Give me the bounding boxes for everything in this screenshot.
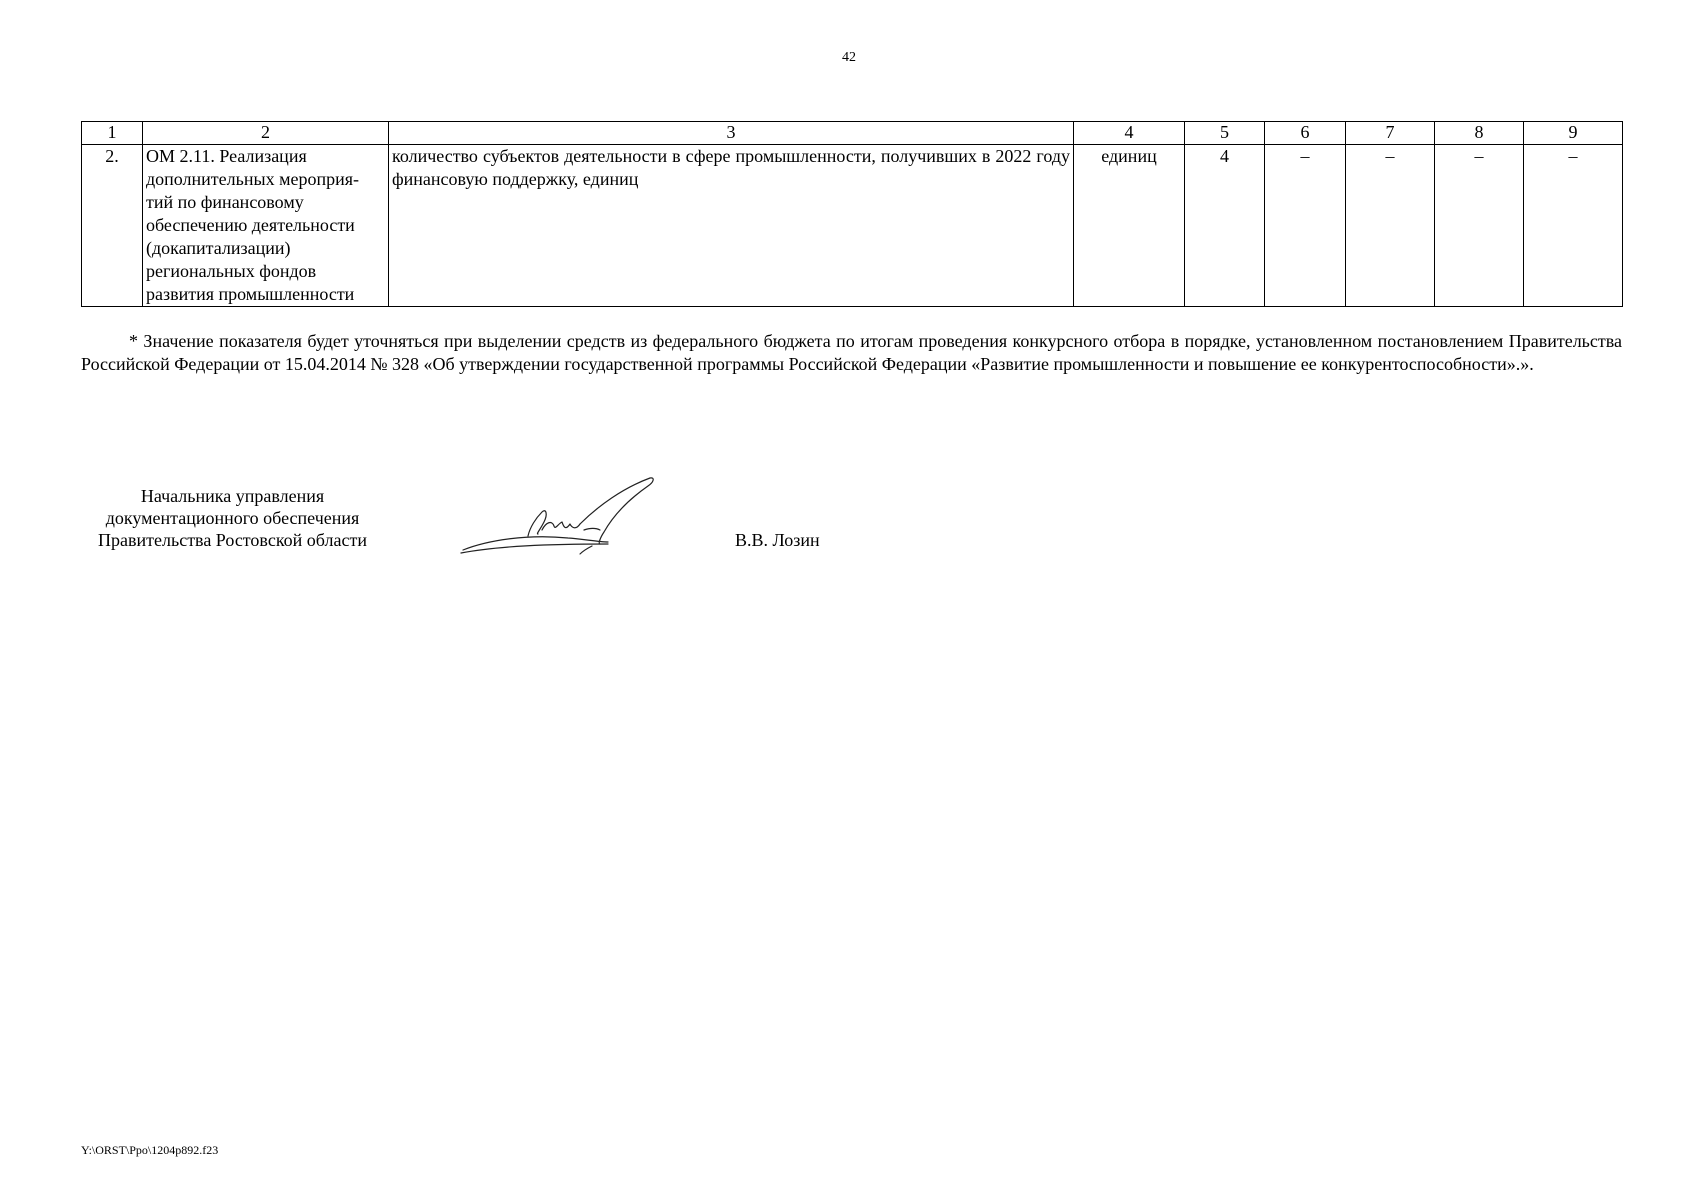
column-header: 4 [1074, 122, 1185, 145]
column-header: 3 [389, 122, 1074, 145]
measure-name-line: (докапитализации) [146, 238, 291, 258]
value-col5: 4 [1185, 145, 1265, 307]
indicator-text: количество субъектов деятельности в сфере промышленности, получивших в 2022 году финансовую поддержку, единиц [389, 145, 1074, 307]
file-path: Y:\ORST\Ppo\1204p892.f23 [81, 1143, 219, 1157]
measure-name-line: ОМ 2.11. Реализация [146, 146, 307, 166]
measure-name-cell [143, 145, 389, 307]
column-header: 5 [1185, 122, 1265, 145]
signatory-position [81, 485, 384, 551]
row-number: 2. [82, 145, 143, 307]
page-number: 42 [842, 50, 856, 65]
unit-cell: единиц [1074, 145, 1185, 307]
column-header: 8 [1435, 122, 1524, 145]
handwritten-signature [458, 472, 658, 556]
signatory-name: В.В. Лозин [735, 530, 820, 550]
value-col6: – [1265, 145, 1346, 307]
value-col7: – [1346, 145, 1435, 307]
position-line: Начальника управления [140, 486, 325, 506]
value-col9: – [1524, 145, 1623, 307]
table-row [82, 145, 1623, 307]
indicators-table [81, 121, 1623, 307]
column-header: 6 [1265, 122, 1346, 145]
measure-name-line: развития промышленности [146, 284, 355, 304]
measure-name-line: региональных фондов [146, 261, 317, 281]
column-header: 1 [82, 122, 143, 145]
table-header-row [82, 122, 1623, 145]
value-col8: – [1435, 145, 1524, 307]
column-header: 2 [143, 122, 389, 145]
footnote: * Значение показателя будет уточняться при выделении средств из федерального бюджета по итогам проведения конкурсного отбора в порядке, установленном постановлением Правительства Российской Федерации от 15.04.2014 № 328 «Об утверждении государственной программы Российской Федерации «Развитие промышленности и повышение ее конкурентоспособности».». [81, 331, 1622, 374]
measure-name-line: обеспечению деятельности [146, 215, 355, 235]
column-header: 9 [1524, 122, 1623, 145]
measure-name-line: дополнительных мероприя- [146, 169, 359, 189]
column-header: 7 [1346, 122, 1435, 145]
position-line: Правительства Ростовской области [98, 530, 367, 550]
position-line: документационного обеспечения [105, 508, 360, 528]
measure-name-line: тий по финансовому [146, 192, 304, 212]
